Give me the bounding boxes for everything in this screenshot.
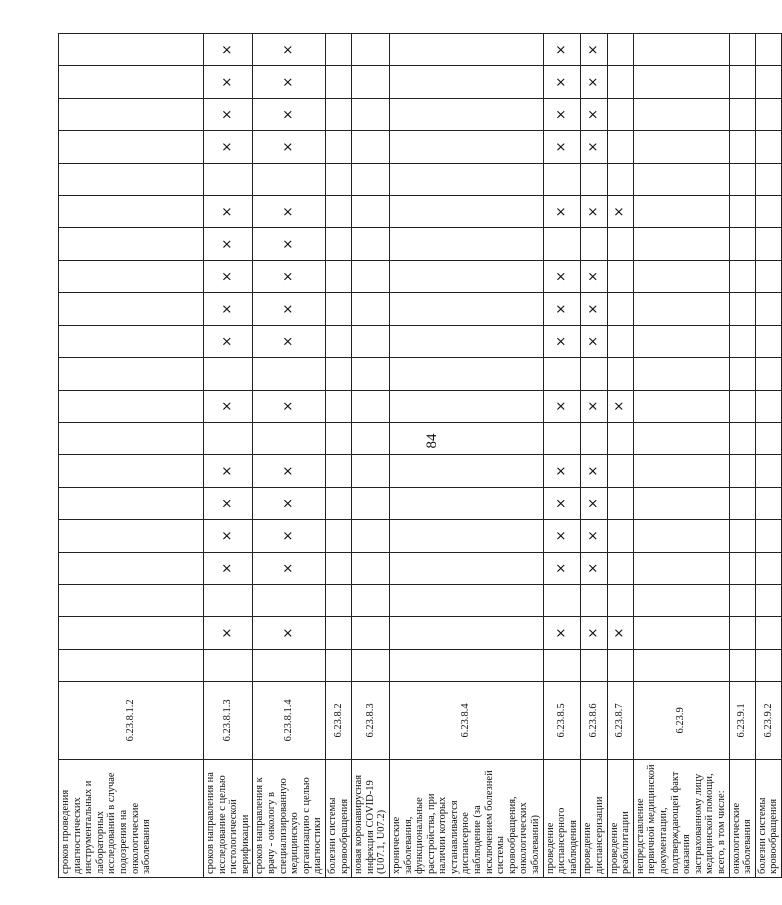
- mark-cell: [755, 163, 781, 195]
- mark-cell: [389, 487, 543, 519]
- cross-mark: ×: [581, 325, 607, 357]
- cross-mark: ×: [581, 196, 607, 228]
- mark-cell: [389, 358, 543, 390]
- mark-cell: [389, 520, 543, 552]
- mark-cell: [352, 34, 390, 66]
- mark-cell: [325, 163, 351, 195]
- mark-cell: [253, 422, 326, 454]
- mark-cell: [755, 487, 781, 519]
- mark-cell: [325, 34, 351, 66]
- table-row: [607, 34, 633, 878]
- cross-mark: ×: [253, 131, 326, 163]
- cross-mark: ×: [581, 552, 607, 584]
- mark-cell: [755, 358, 781, 390]
- row-label: болезни системы кровообращения: [325, 759, 351, 877]
- mark-cell: [607, 260, 633, 292]
- mark-cell: [581, 584, 607, 616]
- mark-cell: [729, 293, 755, 325]
- mark-cell: [633, 228, 729, 260]
- mark-cell: [59, 163, 204, 195]
- mark-cell: [729, 131, 755, 163]
- mark-cell: [325, 293, 351, 325]
- cross-mark: ×: [253, 66, 326, 98]
- row-code: 6.23.8.1.4: [253, 682, 326, 759]
- mark-cell: [389, 163, 543, 195]
- row-label: сроков направления к врачу - онкологу в специализированную медицинскую организацию с целью диагностики: [253, 759, 326, 877]
- mark-cell: [389, 98, 543, 130]
- mark-cell: [633, 66, 729, 98]
- cross-mark: ×: [543, 98, 581, 130]
- mark-cell: [729, 487, 755, 519]
- mark-cell: [325, 358, 351, 390]
- mark-cell: [755, 520, 781, 552]
- mark-cell: [729, 34, 755, 66]
- mark-cell: [633, 260, 729, 292]
- row-code: 6.23.8.5: [543, 682, 581, 759]
- row-code: 6.23.9: [633, 682, 729, 759]
- cross-mark: ×: [204, 131, 253, 163]
- mark-cell: [59, 617, 204, 649]
- mark-cell: [352, 325, 390, 357]
- mark-cell: [352, 66, 390, 98]
- mark-cell: [325, 617, 351, 649]
- mark-cell: [325, 552, 351, 584]
- cross-mark: ×: [581, 617, 607, 649]
- mark-cell: [59, 422, 204, 454]
- mark-cell: [633, 163, 729, 195]
- mark-cell: [633, 617, 729, 649]
- mark-cell: [633, 293, 729, 325]
- row-code: 6.23.9.1: [729, 682, 755, 759]
- row-label: болезни системы кровообращения: [755, 759, 781, 877]
- row-label: новая коронавирусная инфекция COVID-19 (U07.1, U07.2): [352, 759, 390, 877]
- mark-cell: [633, 584, 729, 616]
- cross-mark: ×: [581, 293, 607, 325]
- mark-cell: [755, 228, 781, 260]
- cross-mark: ×: [543, 390, 581, 422]
- mark-cell: [755, 649, 781, 681]
- mark-cell: [755, 98, 781, 130]
- mark-cell: [607, 358, 633, 390]
- cross-mark: ×: [607, 196, 633, 228]
- mark-cell: [729, 455, 755, 487]
- mark-cell: [729, 98, 755, 130]
- cross-mark: ×: [253, 617, 326, 649]
- cross-mark: ×: [204, 552, 253, 584]
- mark-cell: [543, 649, 581, 681]
- cross-mark: ×: [253, 390, 326, 422]
- mark-cell: [59, 34, 204, 66]
- mark-cell: [325, 260, 351, 292]
- mark-cell: [389, 196, 543, 228]
- row-code: 6.23.8.1.3: [204, 682, 253, 759]
- mark-cell: [607, 552, 633, 584]
- mark-cell: [607, 34, 633, 66]
- mark-cell: [729, 66, 755, 98]
- mark-cell: [352, 584, 390, 616]
- table-row: [204, 34, 253, 878]
- mark-cell: [325, 487, 351, 519]
- mark-cell: [633, 34, 729, 66]
- cross-mark: ×: [581, 487, 607, 519]
- mark-cell: [352, 358, 390, 390]
- mark-cell: [59, 98, 204, 130]
- mark-cell: [729, 358, 755, 390]
- mark-cell: [389, 260, 543, 292]
- mark-cell: [581, 228, 607, 260]
- row-label: непредставление первичной медицинской документации, подтверждающей факт оказания застрахованному лицу медицинской помощи, всего, в том числе:: [633, 759, 729, 877]
- row-code: 6.23.8.4: [389, 682, 543, 759]
- cross-mark: ×: [253, 520, 326, 552]
- mark-cell: [729, 390, 755, 422]
- table-row: [729, 34, 755, 878]
- mark-cell: [352, 260, 390, 292]
- mark-cell: [389, 131, 543, 163]
- mark-cell: [59, 390, 204, 422]
- cross-mark: ×: [204, 34, 253, 66]
- row-code: 6.23.8.7: [607, 682, 633, 759]
- row-label: онкологические заболевания: [729, 759, 755, 877]
- mark-cell: [352, 390, 390, 422]
- mark-cell: [59, 325, 204, 357]
- mark-cell: [352, 98, 390, 130]
- cross-mark: ×: [253, 34, 326, 66]
- mark-cell: [59, 455, 204, 487]
- mark-cell: [755, 552, 781, 584]
- mark-cell: [59, 293, 204, 325]
- cross-mark: ×: [253, 552, 326, 584]
- mark-cell: [633, 552, 729, 584]
- mark-cell: [325, 390, 351, 422]
- mark-cell: [325, 584, 351, 616]
- cross-mark: ×: [543, 34, 581, 66]
- cross-mark: ×: [204, 390, 253, 422]
- mark-cell: [755, 196, 781, 228]
- mark-cell: [352, 552, 390, 584]
- mark-cell: [352, 649, 390, 681]
- cross-mark: ×: [253, 487, 326, 519]
- row-label: проведение диспансеризации: [581, 759, 607, 877]
- cross-mark: ×: [543, 617, 581, 649]
- mark-cell: [607, 455, 633, 487]
- mark-cell: [253, 649, 326, 681]
- mark-cell: [581, 358, 607, 390]
- mark-cell: [253, 584, 326, 616]
- mark-cell: [389, 390, 543, 422]
- cross-mark: ×: [253, 98, 326, 130]
- mark-cell: [59, 196, 204, 228]
- mark-cell: [389, 228, 543, 260]
- mark-cell: [352, 163, 390, 195]
- cross-mark: ×: [581, 455, 607, 487]
- row-code: 6.23.8.3: [352, 682, 390, 759]
- mark-cell: [59, 66, 204, 98]
- cross-mark: ×: [253, 455, 326, 487]
- mark-cell: [755, 293, 781, 325]
- cross-mark: ×: [581, 131, 607, 163]
- mark-cell: [325, 66, 351, 98]
- mark-cell: [59, 358, 204, 390]
- mark-cell: [607, 228, 633, 260]
- mark-cell: [325, 455, 351, 487]
- mark-cell: [389, 617, 543, 649]
- mark-cell: [607, 98, 633, 130]
- mark-cell: [607, 584, 633, 616]
- mark-cell: [729, 552, 755, 584]
- table-row: [755, 34, 781, 878]
- mark-cell: [755, 325, 781, 357]
- cross-mark: ×: [253, 325, 326, 357]
- row-code: 6.23.8.2: [325, 682, 351, 759]
- mark-cell: [59, 260, 204, 292]
- mark-cell: [352, 455, 390, 487]
- page-number: 84: [424, 433, 440, 449]
- mark-cell: [204, 358, 253, 390]
- row-label: сроков направления на исследование с целью гистологической верификации: [204, 759, 253, 877]
- mark-cell: [543, 358, 581, 390]
- mark-cell: [543, 228, 581, 260]
- mark-cell: [352, 617, 390, 649]
- mark-cell: [543, 584, 581, 616]
- table-row: [389, 34, 543, 878]
- mark-cell: [352, 196, 390, 228]
- mark-cell: [607, 66, 633, 98]
- mark-cell: [729, 260, 755, 292]
- mark-cell: [607, 487, 633, 519]
- mark-cell: [389, 34, 543, 66]
- mark-cell: [633, 131, 729, 163]
- mark-cell: [755, 617, 781, 649]
- table-row: [543, 34, 581, 878]
- cross-mark: ×: [204, 66, 253, 98]
- mark-cell: [325, 131, 351, 163]
- cross-mark: ×: [581, 98, 607, 130]
- table-row: [253, 34, 326, 878]
- mark-cell: [204, 163, 253, 195]
- table-row: [325, 34, 351, 878]
- mark-cell: [633, 520, 729, 552]
- mark-cell: [59, 487, 204, 519]
- mark-cell: [325, 649, 351, 681]
- cross-mark: ×: [204, 196, 253, 228]
- mark-cell: [633, 98, 729, 130]
- mark-cell: [59, 584, 204, 616]
- row-label: хронические заболевания, функциональные расстройства, при наличии которых устанавливается диспансерное наблюдение (за исключением болезней системы кровообращения, онкологических заболеваний): [389, 759, 543, 877]
- row-code: 6.23.9.2: [755, 682, 781, 759]
- cross-mark: ×: [543, 455, 581, 487]
- cross-mark: ×: [253, 260, 326, 292]
- mark-cell: [59, 552, 204, 584]
- cross-mark: ×: [204, 228, 253, 260]
- mark-cell: [389, 325, 543, 357]
- mark-cell: [204, 649, 253, 681]
- mark-cell: [253, 163, 326, 195]
- mark-cell: [325, 325, 351, 357]
- mark-cell: [59, 649, 204, 681]
- cross-mark: ×: [581, 390, 607, 422]
- cross-mark: ×: [253, 228, 326, 260]
- cross-mark: ×: [581, 34, 607, 66]
- mark-cell: [581, 422, 607, 454]
- mark-cell: [204, 422, 253, 454]
- mark-cell: [729, 617, 755, 649]
- mark-cell: [253, 358, 326, 390]
- mark-cell: [633, 196, 729, 228]
- cross-mark: ×: [581, 260, 607, 292]
- cross-mark: ×: [543, 552, 581, 584]
- cross-mark: ×: [204, 260, 253, 292]
- cross-mark: ×: [204, 325, 253, 357]
- mark-cell: [729, 325, 755, 357]
- cross-mark: ×: [543, 293, 581, 325]
- mark-cell: [755, 131, 781, 163]
- mark-cell: [729, 649, 755, 681]
- mark-cell: [633, 422, 729, 454]
- row-code: 6.23.8.6: [581, 682, 607, 759]
- mark-cell: [581, 649, 607, 681]
- row-label: проведение диспансерного наблюдения: [543, 759, 581, 877]
- cross-mark: ×: [253, 293, 326, 325]
- cross-mark: ×: [581, 66, 607, 98]
- mark-cell: [352, 228, 390, 260]
- mark-cell: [352, 293, 390, 325]
- mark-cell: [352, 131, 390, 163]
- mark-cell: [59, 520, 204, 552]
- mark-cell: [543, 163, 581, 195]
- mark-cell: [729, 163, 755, 195]
- mark-cell: [755, 390, 781, 422]
- violations-table: [58, 33, 782, 878]
- cross-mark: ×: [543, 260, 581, 292]
- cross-mark: ×: [204, 487, 253, 519]
- cross-mark: ×: [607, 617, 633, 649]
- mark-cell: [325, 98, 351, 130]
- mark-cell: [389, 66, 543, 98]
- cross-mark: ×: [543, 196, 581, 228]
- mark-cell: [607, 520, 633, 552]
- mark-cell: [59, 228, 204, 260]
- mark-cell: [325, 228, 351, 260]
- mark-cell: [352, 422, 390, 454]
- mark-cell: [607, 163, 633, 195]
- cross-mark: ×: [607, 390, 633, 422]
- mark-cell: [607, 131, 633, 163]
- table-row: [581, 34, 607, 878]
- mark-cell: [389, 552, 543, 584]
- mark-cell: [729, 584, 755, 616]
- mark-cell: [325, 520, 351, 552]
- mark-cell: [755, 66, 781, 98]
- mark-cell: [389, 649, 543, 681]
- mark-cell: [352, 520, 390, 552]
- mark-cell: [633, 649, 729, 681]
- mark-cell: [581, 163, 607, 195]
- mark-cell: [633, 358, 729, 390]
- cross-mark: ×: [543, 66, 581, 98]
- mark-cell: [389, 293, 543, 325]
- mark-cell: [633, 487, 729, 519]
- mark-cell: [607, 422, 633, 454]
- cross-mark: ×: [253, 196, 326, 228]
- cross-mark: ×: [204, 293, 253, 325]
- mark-cell: [352, 487, 390, 519]
- table-row: [59, 34, 204, 878]
- cross-mark: ×: [204, 520, 253, 552]
- cross-mark: ×: [581, 520, 607, 552]
- mark-cell: [607, 649, 633, 681]
- table-row: [633, 34, 729, 878]
- cross-mark: ×: [204, 617, 253, 649]
- mark-cell: [607, 293, 633, 325]
- mark-cell: [543, 422, 581, 454]
- row-label: сроков проведения диагностических инструментальных и лабораторных исследований в случае подозрения на онкологические заболевания: [59, 759, 204, 877]
- mark-cell: [633, 390, 729, 422]
- cross-mark: ×: [543, 325, 581, 357]
- cross-mark: ×: [543, 487, 581, 519]
- row-label: проведение реабилитации: [607, 759, 633, 877]
- mark-cell: [729, 196, 755, 228]
- mark-cell: [633, 455, 729, 487]
- table-row: [352, 34, 390, 878]
- mark-cell: [755, 422, 781, 454]
- mark-cell: [389, 584, 543, 616]
- mark-cell: [729, 520, 755, 552]
- mark-cell: [204, 584, 253, 616]
- cross-mark: ×: [543, 131, 581, 163]
- cross-mark: ×: [204, 455, 253, 487]
- cross-mark: ×: [204, 98, 253, 130]
- mark-cell: [59, 131, 204, 163]
- mark-cell: [729, 422, 755, 454]
- row-code: 6.23.8.1.2: [59, 682, 204, 759]
- mark-cell: [325, 422, 351, 454]
- mark-cell: [755, 455, 781, 487]
- mark-cell: [633, 325, 729, 357]
- mark-cell: [755, 260, 781, 292]
- cross-mark: ×: [543, 520, 581, 552]
- mark-cell: [389, 455, 543, 487]
- mark-cell: [755, 34, 781, 66]
- mark-cell: [325, 196, 351, 228]
- mark-cell: [389, 422, 543, 454]
- mark-cell: [607, 325, 633, 357]
- mark-cell: [729, 228, 755, 260]
- mark-cell: [755, 584, 781, 616]
